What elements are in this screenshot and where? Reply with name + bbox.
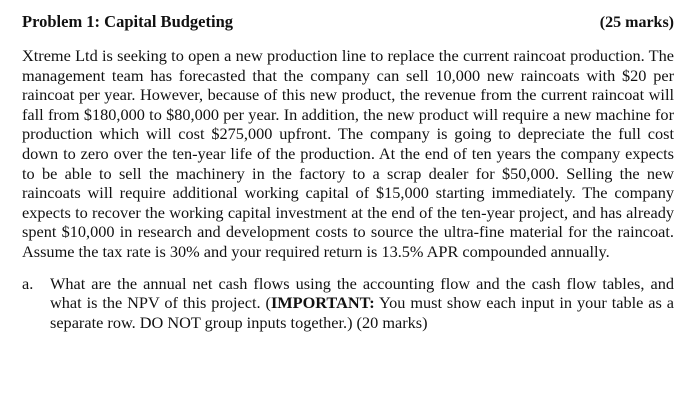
important-label: IMPORTANT:	[270, 293, 375, 313]
question-a-label: a.	[22, 273, 34, 293]
problem-header	[22, 12, 674, 36]
question-a	[22, 274, 674, 333]
question-a-text-part1: What are the annual net cash flows using the accounting flow and the cash flow tables, and what is the NPV of this project. (	[50, 273, 674, 313]
question-a-text-part2: You must show each input in your table as a separate row. DO NOT group inputs together.) (20 marks)	[50, 293, 674, 332]
problem-body: Xtreme Ltd is seeking to open a new production line to replace the current raincoat production. The management team has forecasted that the company can sell 10,000 new raincoats with $20 per raincoat per year. However, because of this new product, the revenue from the current raincoat will fall from $180,000 to $80,000 per year. In addition, the new product will require a new machine for production which will cost $275,000 upfront. The company is going to depreciate the full cost down to zero over the ten-year life of the production. At the end of ten years the company expects to be able to sell the machinery in the factory to a scrap dealer for $50,000. Selling the new raincoats will require additional working capital of $15,000 starting immediately. The company expects to recover the working capital investment at the end of the ten-year project, and has already spent $10,000 in research and development costs to source the ultra-fine material for the raincoat. Assume the tax rate is 30% and your required return is 13.5% APR compounded annually.	[22, 46, 674, 261]
problem-title: Problem 1: Capital Budgeting	[22, 12, 233, 31]
problem-marks: (25 marks)	[599, 14, 674, 31]
question-a-text	[50, 274, 674, 333]
